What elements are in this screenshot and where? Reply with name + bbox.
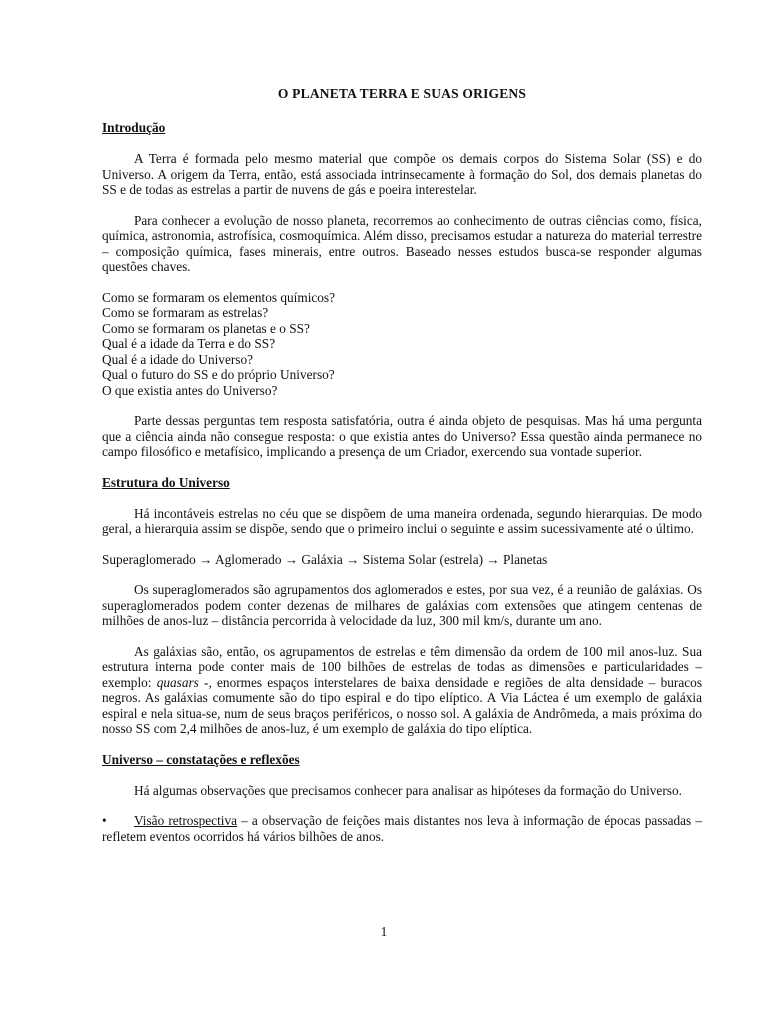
hierarchy-flow: Superaglomerado → Aglomerado → Galáxia → Sistema Solar (estrela) → Planetas: [102, 551, 548, 567]
estrutura-paragraph-1: Há incontáveis estrelas no céu que se dispõem de uma maneira ordenada, segundo hierarquias. De modo geral, a hierarquia assim se dispõe, sendo que o primeiro inclui o seguinte e assim sucessivamente até o último.: [102, 505, 702, 536]
universo-paragraph-1: Há algumas observações que precisamos conhecer para analisar as hipóteses da formação do Universo.: [134, 782, 682, 798]
intro-paragraph-2: Para conhecer a evolução de nosso planeta, recorremos ao conhecimento de outras ciências como, física, química, astronomia, astrofísica, cosmoquímica. Além disso, precisamos estudar a natureza do material terrestre – composição química, fases minerais, entre outros. Baseado nesses estudos busca-se responder algumas questões chaves.: [102, 212, 702, 274]
question-item: Como se formaram os elementos químicos?: [102, 289, 336, 305]
intro-paragraph-1: A Terra é formada pelo mesmo material que compõe os demais corpos do Sistema Solar (SS) e do Universo. A origem da Terra, então, está associada intrinsecamente à formação do Sol, dos demais planetas do SS e de todas as estrelas a partir de nuvens de gás e poeira interestelar.: [102, 151, 702, 197]
estrutura-paragraph-2: Os superaglomerados são agrupamentos dos aglomerados e estes, por sua vez, é a reunião de galáxias. Os superaglomerados podem conter dezenas de milhares de galáxias com extensões que atingem centenas de milhões de anos-luz – distância percorrida à velocidade da luz, 300 mil km/s, durante um ano.: [102, 582, 702, 628]
bullet-dot: •: [102, 813, 107, 828]
question-item: O que existia antes do Universo?: [102, 382, 278, 398]
question-item: Como se formaram os planetas e o SS?: [102, 320, 310, 336]
quasars-term: quasars: [156, 674, 199, 690]
estrutura-p3-start: As galáxias são, então, os agrupamentos de estrelas e têm dimensão da ordem de 100 mil anos-luz. Sua estrutura interna pode conter mais de 100 bilhões de estrelas de todas as dimensões e particularidades – exemplo:: [102, 643, 702, 690]
estrutura-paragraph-3: [102, 644, 702, 737]
section-heading-universo: Universo – constatações e reflexões: [102, 751, 300, 767]
intro-paragraph-3: Parte dessas perguntas tem resposta satisfatória, outra é ainda objeto de pesquisas. Mas há uma pergunta que a ciência ainda não consegue resposta: o que existia antes do Universo? Essa questão ainda permanece no campo filosófico e metafísico, implicando a presença de um Criador, exercendo sua vontade superior.: [102, 413, 702, 459]
question-item: Qual o futuro do SS e do próprio Universo?: [102, 367, 335, 382]
page-number: 1: [380, 924, 388, 939]
question-item: Como se formaram as estrelas?: [102, 305, 269, 320]
bullet-item-visao-retrospectiva: [102, 813, 702, 844]
bullet-term: Visão retrospectiva: [134, 813, 238, 828]
section-heading-introducao: Introdução: [102, 120, 166, 135]
bullet-description: – a observação de feições mais distantes nos leva à informação de épocas passadas – refletem eventos ocorridos há vários bilhões de anos.: [102, 813, 702, 844]
section-heading-estrutura: Estrutura do Universo: [102, 474, 230, 490]
questions-list: [102, 290, 702, 399]
document-title: O PLANETA TERRA E SUAS ORIGENS: [277, 86, 527, 101]
question-item: Qual é a idade da Terra e do SS?: [102, 336, 276, 351]
estrutura-p3-end: -, enormes espaços interstelares de baixa densidade e regiões de alta densidade – buracos negros. As galáxias comumente são do tipo espiral e do tipo elíptico. A Via Láctea é um exemplo de galáxia espiral e nela situa-se, num de seus braços periféricos, o nosso sol. A galáxia de Andrômeda, a mais próxima do nosso SS com 2,4 milhões de anos-luz, é um exemplo de galáxia do tipo elíptica.: [102, 674, 702, 736]
bullet-text: [102, 813, 702, 844]
question-item: Qual é a idade do Universo?: [102, 351, 254, 367]
